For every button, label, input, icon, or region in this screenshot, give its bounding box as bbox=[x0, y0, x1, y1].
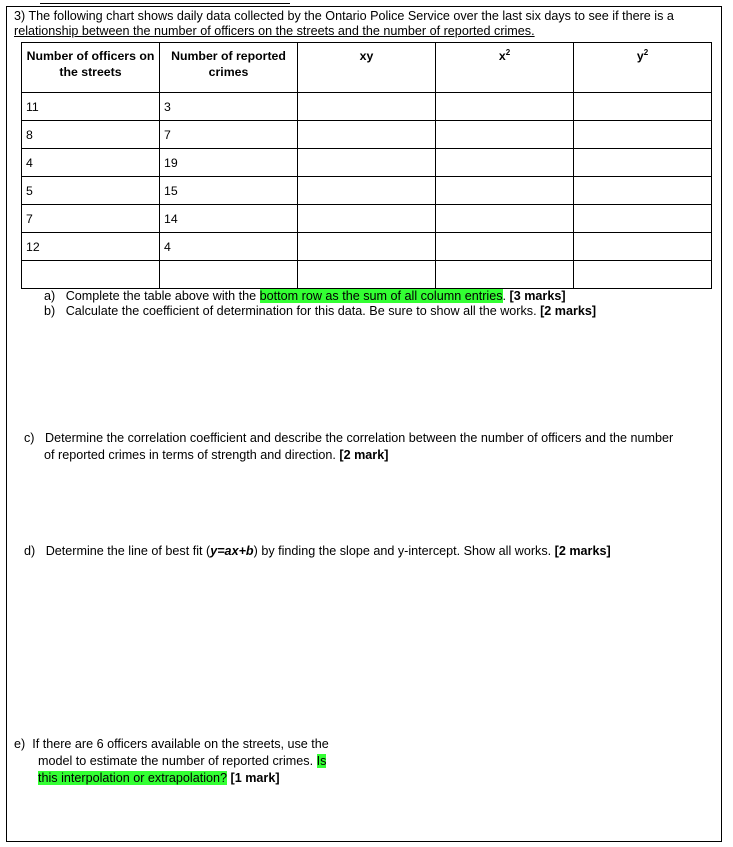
header-y-squared: $y^2$ bbox=[574, 43, 712, 93]
table-cell: 4 bbox=[22, 149, 160, 177]
table-cell bbox=[298, 93, 436, 121]
header-officers: Number of officers on the streets bbox=[22, 43, 160, 93]
data-table bbox=[21, 42, 712, 289]
intro-line-2: relationship between the number of officers on the streets and the number of reported crimes. bbox=[14, 24, 535, 38]
table-header-row bbox=[22, 43, 712, 93]
table-row bbox=[22, 205, 712, 233]
table-cell bbox=[298, 233, 436, 261]
table-cell bbox=[574, 149, 712, 177]
table-cell bbox=[298, 205, 436, 233]
table-cell: 15 bbox=[160, 177, 298, 205]
table-cell bbox=[160, 261, 298, 289]
table-cell bbox=[574, 261, 712, 289]
table-row bbox=[22, 177, 712, 205]
table-cell bbox=[436, 177, 574, 205]
question-intro bbox=[14, 9, 714, 39]
table-cell bbox=[298, 149, 436, 177]
highlight-e1: Is bbox=[316, 754, 327, 768]
header-xy: xy bbox=[298, 43, 436, 93]
question-d: d) Determine the line of best fit (y=ax+b) by finding the slope and y-intercept. Show all works. [2 marks] bbox=[24, 544, 611, 558]
table-cell bbox=[574, 233, 712, 261]
table-cell: 3 bbox=[160, 93, 298, 121]
table-cell: 7 bbox=[160, 121, 298, 149]
line-equation: y=ax+b bbox=[210, 544, 254, 558]
table-row bbox=[22, 121, 712, 149]
table-cell bbox=[436, 233, 574, 261]
table-cell bbox=[436, 121, 574, 149]
marks-c: [2 mark] bbox=[339, 448, 389, 462]
table-cell: 8 bbox=[22, 121, 160, 149]
question-e: e) If there are 6 officers available on the streets, use the model to estimate the number of reported crimes. Is this interpolation or extrapolation? [1 mark] bbox=[14, 737, 329, 785]
table-cell bbox=[574, 205, 712, 233]
table-cell: 11 bbox=[22, 93, 160, 121]
table-cell bbox=[574, 121, 712, 149]
header-crimes: Number of reported crimes bbox=[160, 43, 298, 93]
table-cell: 5 bbox=[22, 177, 160, 205]
highlight-a: bottom row as the sum of all column entries bbox=[259, 289, 503, 303]
table-cell bbox=[298, 261, 436, 289]
table-cell bbox=[436, 205, 574, 233]
table-cell bbox=[436, 149, 574, 177]
table-cell: 12 bbox=[22, 233, 160, 261]
intro-line-1: 3) The following chart shows daily data collected by the Ontario Police Service over the last six days to see if there is a bbox=[14, 9, 674, 23]
marks-e: [1 mark] bbox=[230, 771, 280, 785]
question-c: c) Determine the correlation coefficient and describe the correlation between the number of officers and the number of reported crimes in terms of strength and direction. [2 mark] bbox=[24, 431, 674, 462]
table-cell bbox=[298, 121, 436, 149]
table-cell bbox=[298, 177, 436, 205]
table-cell: 14 bbox=[160, 205, 298, 233]
table-row bbox=[22, 233, 712, 261]
table-cell bbox=[22, 261, 160, 289]
table-cell bbox=[574, 177, 712, 205]
table-cell bbox=[436, 261, 574, 289]
table-cell: 4 bbox=[160, 233, 298, 261]
header-x-squared: $x^2$ bbox=[436, 43, 574, 93]
table-cell bbox=[574, 93, 712, 121]
table-cell: 7 bbox=[22, 205, 160, 233]
table-cell bbox=[436, 93, 574, 121]
marks-d: [2 marks] bbox=[554, 544, 611, 558]
table-row bbox=[22, 149, 712, 177]
table-row bbox=[22, 93, 712, 121]
table-sum-row bbox=[22, 261, 712, 289]
top-cut-line bbox=[40, 0, 290, 4]
marks-a: [3 marks] bbox=[509, 289, 566, 303]
table-cell: 19 bbox=[160, 149, 298, 177]
question-a: a) Complete the table above with the bottom row as the sum of all column entries. [3 marks] bbox=[44, 289, 566, 303]
question-b: b) Calculate the coefficient of determination for this data. Be sure to show all the works. [2 marks] bbox=[44, 304, 597, 318]
marks-b: [2 marks] bbox=[540, 304, 597, 318]
highlight-e2: this interpolation or extrapolation? bbox=[38, 771, 228, 785]
